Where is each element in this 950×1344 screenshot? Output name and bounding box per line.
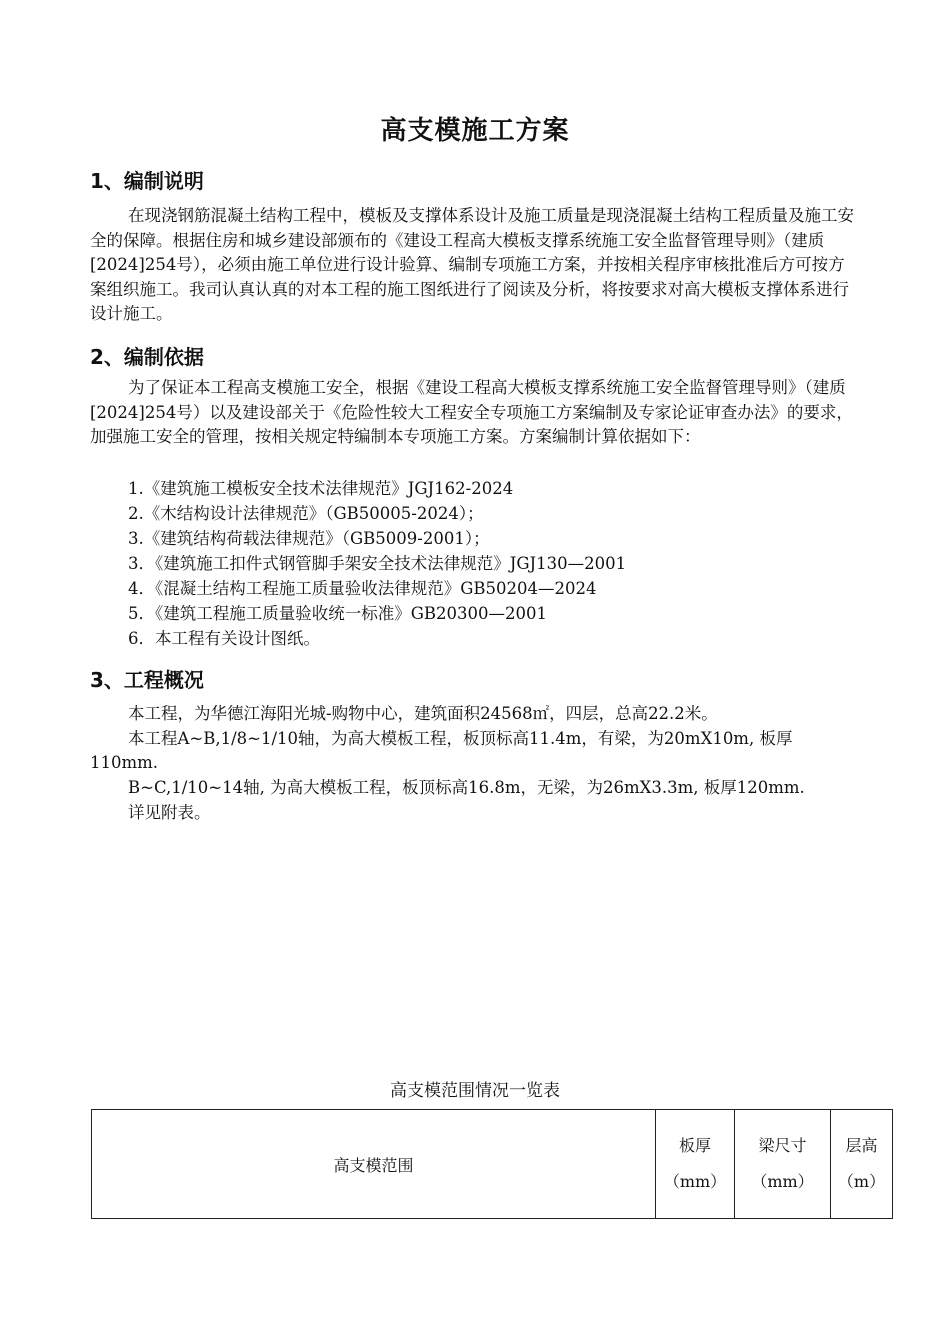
floor-height-unit: （m）: [837, 1172, 886, 1191]
section-2-body: [90, 376, 860, 450]
section-3-heading: 3、工程概况: [90, 668, 204, 692]
basis-item: 1.《建筑施工模板安全技术法律规范》JGJ162-2024: [128, 479, 514, 498]
section-2-text: 为了保证本工程高支模施工安全，根据《建设工程高大模板支撑系统施工安全监督管理导则》（建质[2024]254号）以及建设部关于《危险性较大工程安全专项施工方案编制及专家论证审查办法》的要求，加强施工安全的管理，按相关规定特编制本专项施工方案。方案编制计算依据如下：: [90, 378, 853, 446]
header-beam-size: [735, 1110, 831, 1219]
floor-height-label: 层高: [845, 1136, 878, 1155]
table-caption: 高支模范围情况一览表: [390, 1081, 560, 1101]
beam-size-unit: （mm）: [751, 1172, 814, 1191]
overview-line: 本工程A~B,1/8~1/10轴，为高大模板工程，板顶标高11.4m，有梁，为20mX10m, 板厚: [128, 729, 793, 748]
range-table: [91, 1109, 893, 1219]
section-1-text: 在现浇钢筋混凝土结构工程中，模板及支撑体系设计及施工质量是现浇混凝土结构工程质量及施工安全的保障。根据住房和城乡建设部颁布的《建设工程高大模板支撑系统施工安全监督管理导则》（建质[2024]254号），必须由施工单位进行设计验算、编制专项施工方案，并按相关程序审核批准后方可按方案组织施工。我司认真认真的对本工程的施工图纸进行了阅读及分析，将按要求对高大模板支撑体系进行设计施工。: [90, 206, 854, 323]
overview-line: 详见附表。: [128, 803, 211, 822]
slab-thickness-label: 板厚: [678, 1136, 711, 1155]
overview-line: 110mm.: [90, 753, 159, 772]
header-floor-height: [831, 1110, 893, 1219]
slab-thickness-unit: （mm）: [663, 1172, 727, 1191]
beam-size-label: 梁尺寸: [758, 1136, 807, 1155]
overview-line: 本工程，为华德江海阳光城-购物中心，建筑面积24568㎡，四层，总高22.2米。: [128, 704, 718, 723]
section-1-heading: 1、编制说明: [90, 169, 204, 193]
basis-item: 6．本工程有关设计图纸。: [128, 629, 320, 648]
header-range: 高支模范围: [92, 1110, 656, 1219]
basis-item: 3.《建筑结构荷载法律规范》（GB5009-2001）；: [128, 529, 490, 548]
overview-line: B~C,1/10~14轴, 为高大模板工程，板顶标高16.8m，无梁，为26mX3.3m, 板厚120mm.: [128, 778, 805, 797]
basis-item: 2.《木结构设计法律规范》（GB50005-2024）；: [128, 504, 484, 523]
basis-item: 3．《建筑施工扣件式钢管脚手架安全技术法律规范》JGJ130—2001: [128, 554, 627, 573]
basis-item: 5．《建筑工程施工质量验收统一标准》GB20300—2001: [128, 604, 548, 623]
section-2-heading: 2、编制依据: [90, 345, 204, 369]
table-header-row: [92, 1110, 893, 1219]
header-slab-thickness: [656, 1110, 735, 1219]
section-1-body: [90, 204, 860, 327]
basis-item: 4．《混凝土结构工程施工质量验收法律规范》GB50204—2024: [128, 579, 597, 598]
document-title: 高支模施工方案: [380, 116, 570, 146]
